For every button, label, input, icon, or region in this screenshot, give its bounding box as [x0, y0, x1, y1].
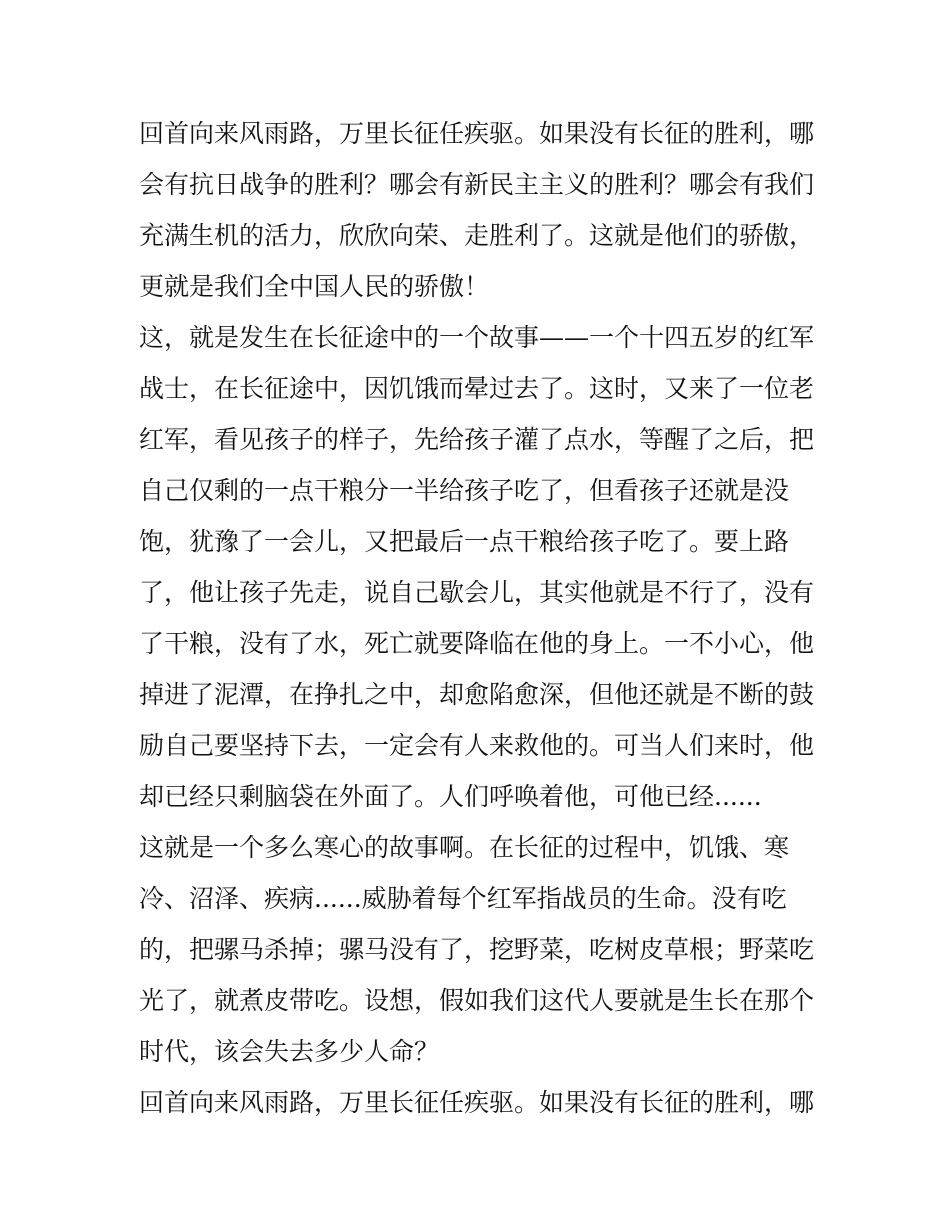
- paragraph-2: [139, 312, 813, 822]
- text-line: 了干粮，没有了水，死亡就要降临在他的身上。一不小心，他: [139, 629, 815, 658]
- text-line: 自己仅剩的一点干粮分一半给孩子吃了，但看孩子还就是没: [139, 476, 790, 505]
- text-line: 光了，就煮皮带吃。设想，假如我们这代人要就是生长在那个: [139, 986, 815, 1015]
- text-line: 这，就是发生在长征途中的一个故事——一个十四五岁的红军: [139, 323, 815, 352]
- text-line: 的，把骡马杀掉；骡马没有了，挖野菜，吃树皮草根；野菜吃: [139, 935, 815, 964]
- text-line: 饱，犹豫了一会儿，又把最后一点干粮给孩子吃了。要上路: [139, 527, 790, 556]
- text-line: 回首向来风雨路，万里长征任疾驱。如果没有长征的胜利，哪: [139, 1088, 815, 1117]
- text-line: 会有抗日战争的胜利？哪会有新民主主义的胜利？哪会有我们: [139, 170, 815, 199]
- text-line: 战士，在长征途中，因饥饿而晕过去了。这时，又来了一位老: [139, 374, 815, 403]
- paragraph-3: [139, 822, 813, 1077]
- text-line: 红军，看见孩子的样子，先给孩子灌了点水，等醒了之后，把: [139, 425, 815, 454]
- text-line: 冷、沼泽、疾病......威胁着每个红军指战员的生命。没有吃: [139, 884, 787, 913]
- text-line: 励自己要坚持下去，一定会有人来救他的。可当人们来时，他: [139, 731, 815, 760]
- text-line: 更就是我们全中国人民的骄傲！: [139, 272, 490, 301]
- document-body: [139, 108, 813, 1128]
- text-line: 充满生机的活力，欣欣向荣、走胜利了。这就是他们的骄傲，: [139, 221, 815, 250]
- paragraph-4: [139, 1077, 813, 1128]
- text-line: 了，他让孩子先走，说自己歇会儿，其实他就是不行了，没有: [139, 578, 815, 607]
- text-line: 时代，该会失去多少人命？: [139, 1037, 440, 1066]
- text-line: 这就是一个多么寒心的故事啊。在长征的过程中，饥饿、寒: [139, 833, 790, 862]
- text-line: 掉进了泥潭，在挣扎之中，却愈陷愈深，但他还就是不断的鼓: [139, 680, 815, 709]
- text-line: 回首向来风雨路，万里长征任疾驱。如果没有长征的胜利，哪: [139, 119, 815, 148]
- text-line: 却已经只剩脑袋在外面了。人们呼唤着他，可他已经......: [139, 782, 762, 811]
- paragraph-1: [139, 108, 813, 312]
